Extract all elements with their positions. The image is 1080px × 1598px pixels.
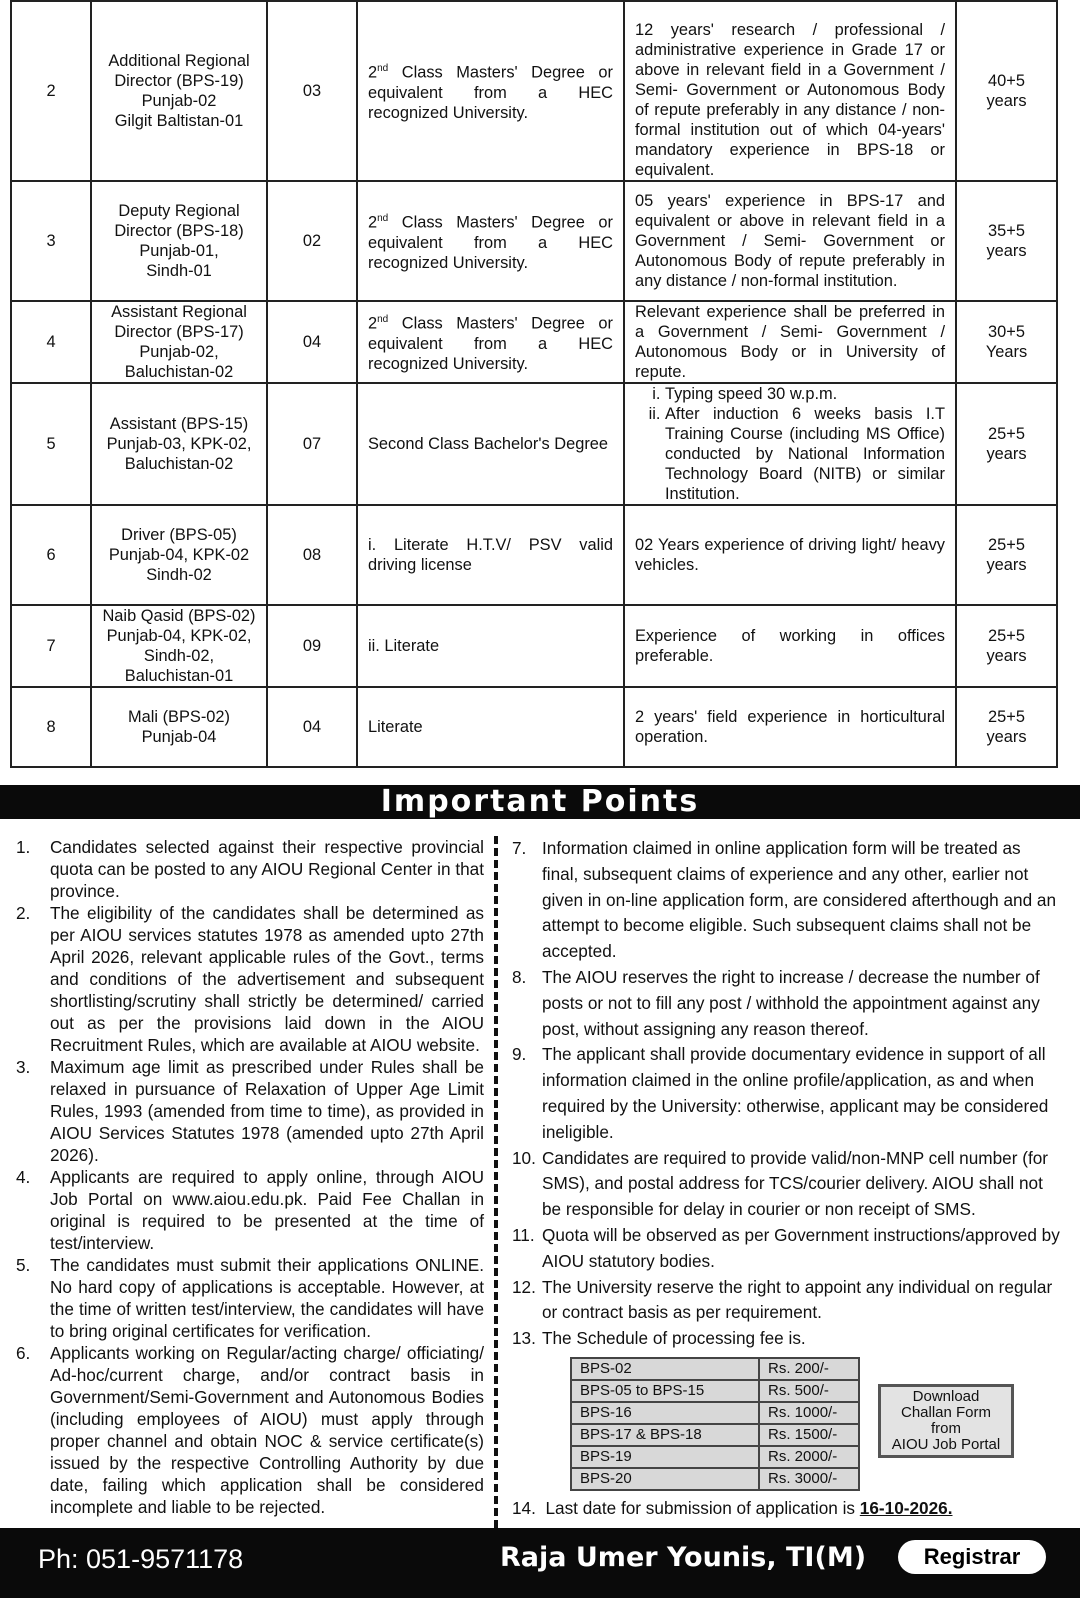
list-item bbox=[512, 1275, 1060, 1327]
qualification bbox=[357, 181, 624, 301]
challan-line: Download bbox=[912, 1388, 980, 1405]
age-line: years bbox=[986, 647, 1027, 665]
qualification-text: i. Literate H.T.V/ PSV valid driving license bbox=[368, 536, 613, 574]
qualification-text: Literate bbox=[368, 718, 423, 736]
number-of-posts: 04 bbox=[267, 687, 357, 767]
post-line: Mali (BPS-02) bbox=[127, 708, 230, 726]
list-item bbox=[512, 1146, 1060, 1223]
qualification bbox=[357, 605, 624, 687]
serial-number: 8 bbox=[11, 687, 91, 767]
experience-list bbox=[635, 384, 945, 504]
posts-table bbox=[10, 0, 1058, 768]
experience bbox=[624, 301, 956, 383]
age-line: years bbox=[986, 242, 1027, 260]
age-line: years bbox=[986, 92, 1027, 110]
post-line: Punjab-02, bbox=[139, 343, 219, 361]
experience bbox=[624, 1, 956, 181]
qualification bbox=[357, 383, 624, 505]
post-line: Sindh-02 bbox=[146, 566, 212, 584]
qualification-suffix: nd bbox=[377, 63, 389, 75]
age-limit bbox=[956, 605, 1057, 687]
fee-grade: BPS-02 bbox=[571, 1358, 759, 1380]
experience bbox=[624, 383, 956, 505]
fee-row bbox=[571, 1380, 859, 1402]
post-title bbox=[91, 687, 267, 767]
deadline-number: 14. bbox=[512, 1498, 536, 1518]
post-line: Punjab-03, KPK-02, bbox=[106, 435, 252, 453]
experience bbox=[624, 687, 956, 767]
age-line: 35+5 bbox=[988, 222, 1025, 240]
registrar-name: Raja Umer Younis, TI(M) bbox=[500, 1542, 867, 1573]
post-line: Assistant (BPS-15) bbox=[109, 415, 249, 433]
qualification-suffix: nd bbox=[377, 213, 389, 225]
table-row bbox=[11, 181, 1057, 301]
post-line: Driver (BPS-05) bbox=[121, 526, 237, 544]
qualification-text: Class Masters' Degree or equivalent from a HEC recognized University. bbox=[368, 213, 613, 272]
age-line: Years bbox=[985, 343, 1028, 361]
post-line: Assistant Regional bbox=[111, 303, 247, 321]
point-number: 12. bbox=[512, 1276, 536, 1297]
point-number: 8. bbox=[512, 966, 527, 987]
challan-line: AIOU Job Portal bbox=[891, 1436, 1001, 1453]
age-line: 25+5 bbox=[988, 627, 1025, 645]
point-text: The University reserve the right to appoint any individual on regular or contract basis as per requirement. bbox=[542, 1276, 1053, 1323]
serial-number: 3 bbox=[11, 181, 91, 301]
table-row bbox=[11, 301, 1057, 383]
list-item bbox=[16, 1254, 484, 1342]
points-right-column bbox=[512, 836, 1060, 1352]
point-text: Applicants working on Regular/acting charge/ officiating/ Ad-hoc/current charge, and/or contract basis in Government/Semi-Government and Autonomous Bodies (including employees of AIOU) must apply through proper channel and obtain NOC & service certificate(s) issued by the respective Controlling Authority by due date, failing which application shall be considered incomplete and liable to be rejected. bbox=[50, 1343, 484, 1517]
post-title bbox=[91, 383, 267, 505]
post-line: Naib Qasid (BPS-02) bbox=[102, 607, 256, 625]
fee-amount: Rs. 1500/- bbox=[759, 1424, 859, 1446]
post-line: Baluchistan-01 bbox=[124, 667, 234, 685]
number-of-posts: 03 bbox=[267, 1, 357, 181]
download-challan-box bbox=[878, 1384, 1014, 1458]
fee-grade: BPS-16 bbox=[571, 1402, 759, 1424]
age-limit bbox=[956, 181, 1057, 301]
experience bbox=[624, 605, 956, 687]
qualification bbox=[357, 1, 624, 181]
post-line: Sindh-01 bbox=[146, 262, 212, 280]
post-line: Punjab-01, bbox=[139, 242, 219, 260]
number-of-posts: 09 bbox=[267, 605, 357, 687]
point-number: 2. bbox=[16, 903, 31, 923]
qualification bbox=[357, 505, 624, 605]
fee-row bbox=[571, 1402, 859, 1424]
list-item bbox=[512, 1042, 1060, 1145]
list-item bbox=[512, 1223, 1060, 1275]
number-of-posts: 02 bbox=[267, 181, 357, 301]
post-line: Additional Regional bbox=[108, 52, 250, 70]
point-number: 6. bbox=[16, 1343, 31, 1363]
age-limit bbox=[956, 505, 1057, 605]
registrar-badge: Registrar bbox=[898, 1540, 1046, 1574]
fee-grade: BPS-05 to BPS-15 bbox=[571, 1380, 759, 1402]
list-item bbox=[16, 902, 484, 1056]
point-number: 5. bbox=[16, 1255, 31, 1275]
qualification bbox=[357, 687, 624, 767]
post-title bbox=[91, 605, 267, 687]
point-number: 4. bbox=[16, 1167, 31, 1187]
qualification-text: Second Class Bachelor's Degree bbox=[368, 435, 609, 453]
list-item bbox=[512, 965, 1060, 1042]
point-text: Information claimed in online application form will be treated as final, subsequent claims of experience and any other, earlier not given in on-line application form, are considered afterthough and an attempt to become eligible. Such subsequent claims shall not be accepted. bbox=[542, 838, 1057, 962]
qualification-digit: 2 bbox=[368, 314, 378, 333]
fee-amount: Rs. 2000/- bbox=[759, 1446, 859, 1468]
qualification-text: Class Masters' Degree or equivalent from a HEC recognized University. bbox=[368, 314, 613, 373]
age-limit bbox=[956, 1, 1057, 181]
serial-number: 2 bbox=[11, 1, 91, 181]
number-of-posts: 07 bbox=[267, 383, 357, 505]
challan-line: Challan Form bbox=[900, 1404, 992, 1421]
point-number: 13. bbox=[512, 1328, 536, 1349]
point-number: 1. bbox=[16, 837, 31, 857]
fee-grade: BPS-20 bbox=[571, 1468, 759, 1490]
fee-row bbox=[571, 1446, 859, 1468]
point-text: The Schedule of processing fee is. bbox=[542, 1328, 806, 1349]
post-title bbox=[91, 505, 267, 605]
experience-item: i. Typing speed 30 w.p.m. bbox=[665, 384, 945, 404]
fee-amount: Rs. 1000/- bbox=[759, 1402, 859, 1424]
experience-text: Relevant experience shall be preferred in a Government / Semi- Government / Autonomous Body or in University of repute. bbox=[635, 303, 945, 381]
fee-schedule-table bbox=[570, 1357, 860, 1491]
fee-row bbox=[571, 1468, 859, 1490]
post-line: Deputy Regional bbox=[118, 202, 240, 220]
point-text: The candidates must submit their applications ONLINE. No hard copy of applications is acceptable. However, at the time of written test/interview, the candidates will have to bring original certificates for verification. bbox=[50, 1255, 484, 1341]
experience-text: 02 Years experience of driving light/ heavy vehicles. bbox=[635, 536, 945, 574]
deadline-text: Last date for submission of application is bbox=[545, 1498, 860, 1518]
post-title bbox=[91, 301, 267, 383]
deadline-date: 16-10-2026. bbox=[859, 1498, 953, 1518]
post-line: Gilgit Baltistan-01 bbox=[114, 112, 244, 130]
age-line: years bbox=[986, 445, 1027, 463]
post-line: Baluchistan-02 bbox=[124, 455, 234, 473]
experience-text: 2 years' field experience in horticultural operation. bbox=[635, 708, 945, 746]
age-line: 25+5 bbox=[988, 425, 1025, 443]
qualification-digit: 2 bbox=[368, 213, 378, 232]
age-limit bbox=[956, 383, 1057, 505]
serial-number: 7 bbox=[11, 605, 91, 687]
post-title bbox=[91, 181, 267, 301]
post-line: Baluchistan-02 bbox=[124, 363, 234, 381]
point-number: 11. bbox=[512, 1224, 535, 1245]
table-row bbox=[11, 1, 1057, 181]
age-line: years bbox=[986, 728, 1027, 746]
point-number: 3. bbox=[16, 1057, 31, 1077]
number-of-posts: 04 bbox=[267, 301, 357, 383]
qualification-text: Class Masters' Degree or equivalent from a HEC recognized University. bbox=[368, 63, 613, 122]
point-text: Maximum age limit as prescribed under Rules shall be relaxed in pursuance of Relaxation of Upper Age Limit Rules, 1993 (amended from time to time), as provided in AIOU Services Statutes 1978 (amended upto 27th April 2026). bbox=[50, 1057, 484, 1165]
fee-grade: BPS-17 & BPS-18 bbox=[571, 1424, 759, 1446]
point-text: Applicants are required to apply online, through AIOU Job Portal on www.aiou.edu.pk. Paid Fee Challan in original is required to be presented at the time of test/interview. bbox=[50, 1167, 484, 1253]
column-divider bbox=[494, 836, 498, 1528]
fee-amount: Rs. 3000/- bbox=[759, 1468, 859, 1490]
list-item bbox=[16, 1166, 484, 1254]
phone-number: Ph: 051-9571178 bbox=[38, 1544, 244, 1574]
point-number: 7. bbox=[512, 838, 527, 858]
qualification-text: ii. Literate bbox=[368, 637, 440, 655]
experience-text: 05 years' experience in BPS-17 and equivalent or above in relevant field in a Government / Semi- Government or Autonomous Body of repute preferably in any distance / non-formal institution. bbox=[635, 192, 945, 290]
fee-amount: Rs. 200/- bbox=[759, 1358, 859, 1380]
point-text: Candidates selected against their respective provincial quota can be posted to any AIOU Regional Center in that province. bbox=[50, 837, 484, 901]
post-title bbox=[91, 1, 267, 181]
serial-number: 5 bbox=[11, 383, 91, 505]
post-line: Punjab-04, KPK-02 bbox=[108, 546, 250, 564]
age-line: years bbox=[986, 556, 1027, 574]
point-number: 9. bbox=[512, 1044, 527, 1065]
table-row bbox=[11, 687, 1057, 767]
list-item bbox=[16, 1342, 484, 1518]
fee-amount: Rs. 500/- bbox=[759, 1380, 859, 1402]
qualification-suffix: nd bbox=[377, 314, 389, 326]
post-line: Sindh-02, bbox=[143, 647, 215, 665]
section-title: Important Points bbox=[380, 784, 700, 819]
experience bbox=[624, 505, 956, 605]
fee-grade: BPS-19 bbox=[571, 1446, 759, 1468]
deadline-point bbox=[512, 1497, 953, 1519]
point-text: Candidates are required to provide valid/non-MNP cell number (for SMS), and postal address for TCS/courier delivery. AIOU shall not be responsible for delay in courier or non receipt of SMS. bbox=[542, 1147, 1049, 1220]
experience bbox=[624, 181, 956, 301]
serial-number: 6 bbox=[11, 505, 91, 605]
points-left-column bbox=[16, 836, 484, 1518]
list-item bbox=[512, 836, 1060, 965]
list-item bbox=[16, 836, 484, 902]
table-row bbox=[11, 605, 1057, 687]
age-line: 30+5 bbox=[988, 323, 1025, 341]
challan-line: from bbox=[931, 1420, 961, 1437]
table-row bbox=[11, 383, 1057, 505]
fee-row bbox=[571, 1358, 859, 1380]
point-text: Quota will be observed as per Government instructions/approved by AIOU statutory bodies. bbox=[542, 1224, 1060, 1271]
age-limit bbox=[956, 687, 1057, 767]
number-of-posts: 08 bbox=[267, 505, 357, 605]
table-row bbox=[11, 505, 1057, 605]
age-limit bbox=[956, 301, 1057, 383]
experience-item: ii. After induction 6 weeks basis I.T Training Course (including MS Office) conducted by National Information Technology Board (NITB) or similar Institution. bbox=[665, 404, 945, 504]
qualification bbox=[357, 301, 624, 383]
experience-text: Experience of working in offices preferable. bbox=[635, 627, 945, 665]
age-line: 25+5 bbox=[988, 708, 1025, 726]
post-line: Punjab-02 bbox=[141, 92, 217, 110]
qualification-digit: 2 bbox=[368, 63, 378, 82]
post-line: Punjab-04 bbox=[141, 728, 217, 746]
point-text: The AIOU reserves the right to increase / decrease the number of posts or not to fill any post / withhold the appointment against any post, without assigning any reason thereof. bbox=[542, 966, 1040, 1039]
point-text: The eligibility of the candidates shall be determined as per AIOU services statutes 1978 as amended upto 27th April 2026, relevant applicable rules of the Govt., terms and conditions of the advertisement and subsequent shortlisting/scrutiny shall strictly be determined/ carried out as per the provisions laid down in the AIOU Recruitment Rules, which are available at AIOU website. bbox=[50, 903, 484, 1055]
point-number: 10. bbox=[512, 1147, 536, 1168]
post-line: Punjab-04, KPK-02, bbox=[106, 627, 252, 645]
age-line: 40+5 bbox=[988, 72, 1025, 90]
list-item bbox=[16, 1056, 484, 1166]
post-line: Director (BPS-17) bbox=[114, 323, 244, 341]
fee-row bbox=[571, 1424, 859, 1446]
post-line: Director (BPS-18) bbox=[114, 222, 244, 240]
post-line: Director (BPS-19) bbox=[114, 72, 244, 90]
age-line: 25+5 bbox=[988, 536, 1025, 554]
list-item bbox=[512, 1326, 1060, 1352]
serial-number: 4 bbox=[11, 301, 91, 383]
experience-text: 12 years' research / professional / administrative experience in Grade 17 or above in relevant field in a Government / Semi- Government or Autonomous Body of repute preferably in any distance / non-formal institution out of which 04-years' mandatory experience in BPS-18 or equivalent. bbox=[635, 21, 945, 179]
point-text: The applicant shall provide documentary evidence in support of all information claimed in the online profile/application, as and when required by the University: otherwise, applicant may be considered ineligible. bbox=[542, 1044, 1049, 1142]
